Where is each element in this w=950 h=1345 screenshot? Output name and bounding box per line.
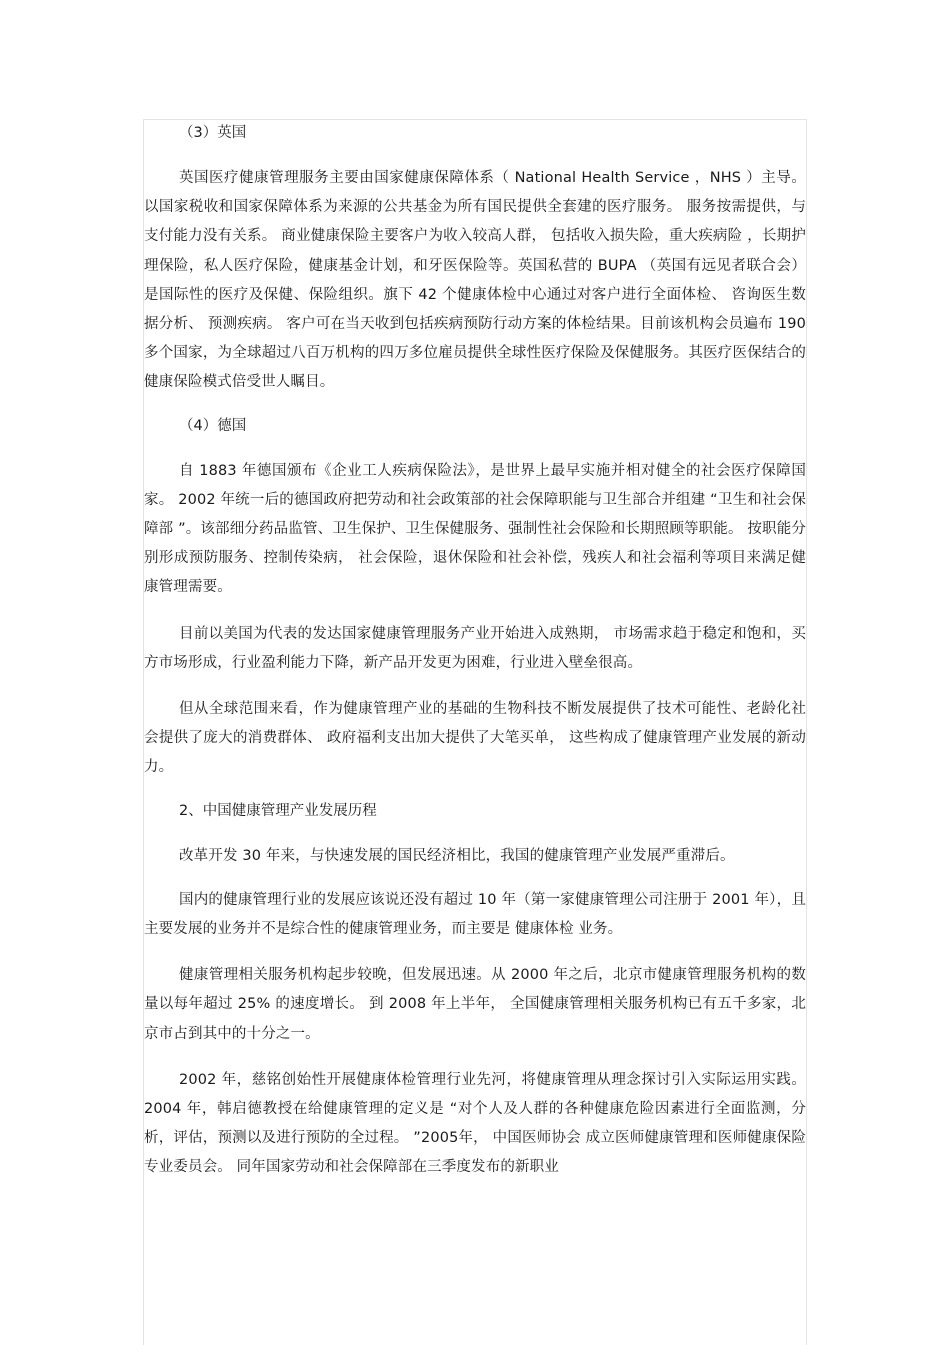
section-heading-germany: （4）德国 [179, 417, 247, 434]
paragraph-china-industry: 国内的健康管理行业的发展应该说还没有超过 10 年（第一家健康管理公司注册于 2001 年），且主要发展的业务并不是综合性的健康管理业务，而主要是 健康体检 业务。 [144, 891, 806, 938]
section-heading-uk: （3）英国 [179, 125, 247, 141]
paragraph-mature-market: 目前以美国为代表的发达国家健康管理服务产业开始进入成熟期， 市场需求趋于稳定和饱和，买方市场形成，行业盈利能力下降，新产品开发更为困难，行业进入壁垒很高。 [144, 625, 806, 671]
paragraph-china-lag: 改革开发 30 年来，与快速发展的国民经济相比，我国的健康管理产业发展严重滞后。 [179, 847, 735, 864]
paragraph-global-drivers: 但从全球范围来看，作为健康管理产业的基础的生物科技不断发展提供了技术可能性、老龄化社会提供了庞大的消费群体、 政府福利支出加大提供了大笔买单， 这些构成了健康管理产业发展的新动力。 [144, 701, 806, 776]
paragraph-china-growth: 健康管理相关服务机构起步较晚，但发展迅速。从 2000 年之后，北京市健康管理服务机构的数量以每年超过 25% 的速度增长。 到 2008 年上半年， 全国健康管理相关服务机构已有五千多家，北京市占到其中的十分之一。 [144, 967, 806, 1042]
document-body [144, 122, 806, 1200]
paragraph-china-milestones: 2002 年，慈铭创始性开展健康体检管理行业先河，将健康管理从理念探讨引入实际运用实践。 2004 年，韩启德教授在给健康管理的定义是 “对个人及人群的各种健康危险因素进行全面监测，分析，评估，预测以及进行预防的全过程。 ”2005年， 中国医师协会 成立医师健康管理和医师健康保险专业委员会。 同年国家劳动和社会保障部在三季度发布的新职业 [144, 1071, 806, 1176]
section-heading-china: 2、中国健康管理产业发展历程 [179, 802, 377, 819]
paragraph-germany: 自 1883 年德国颁布《企业工人疾病保险法》，是世界上最早实施并相对健全的社会医疗保障国家。 2002 年统一后的德国政府把劳动和社会政策部的社会保障职能与卫生部合并组建 “卫生和社会保障部 ”。该部细分药品监管、卫生保护、卫生保健服务、强制性社会保险和长期照顾等职能。 按职能分别形成预防服务、控制传染病， 社会保险，退休保险和社会补偿，残疾人和社会福利等项目来满足健康管理需要。 [144, 462, 806, 596]
paragraph-uk: 英国医疗健康管理服务主要由国家健康保障体系（ National Health Service ，NHS ）主导。以国家税收和国家保障体系为来源的公共基金为所有国民提供全套建的医疗服务。 服务按需提供，与支付能力没有关系。 商业健康保险主要客户为收入较高人群， 包括收入损失险，重大疾病险 ，长期护理保险，私人医疗保险，健康基金计划，和牙医保险等。英国私营的 BUPA （英国有远见者联合会）是国际性的医疗及保健、保险组织。旗下 42 个健康体检中心通过对客户进行全面体检、 咨询医生数据分析、 预测疾病。 客户可在当天收到包括疾病预防行动方案的体检结果。目前该机构会员遍布 190 多个国家，为全球超过八百万机构的四万多位雇员提供全球性医疗保险及保健服务。其医疗医保结合的健康保险模式倍受世人瞩目。 [144, 170, 806, 391]
